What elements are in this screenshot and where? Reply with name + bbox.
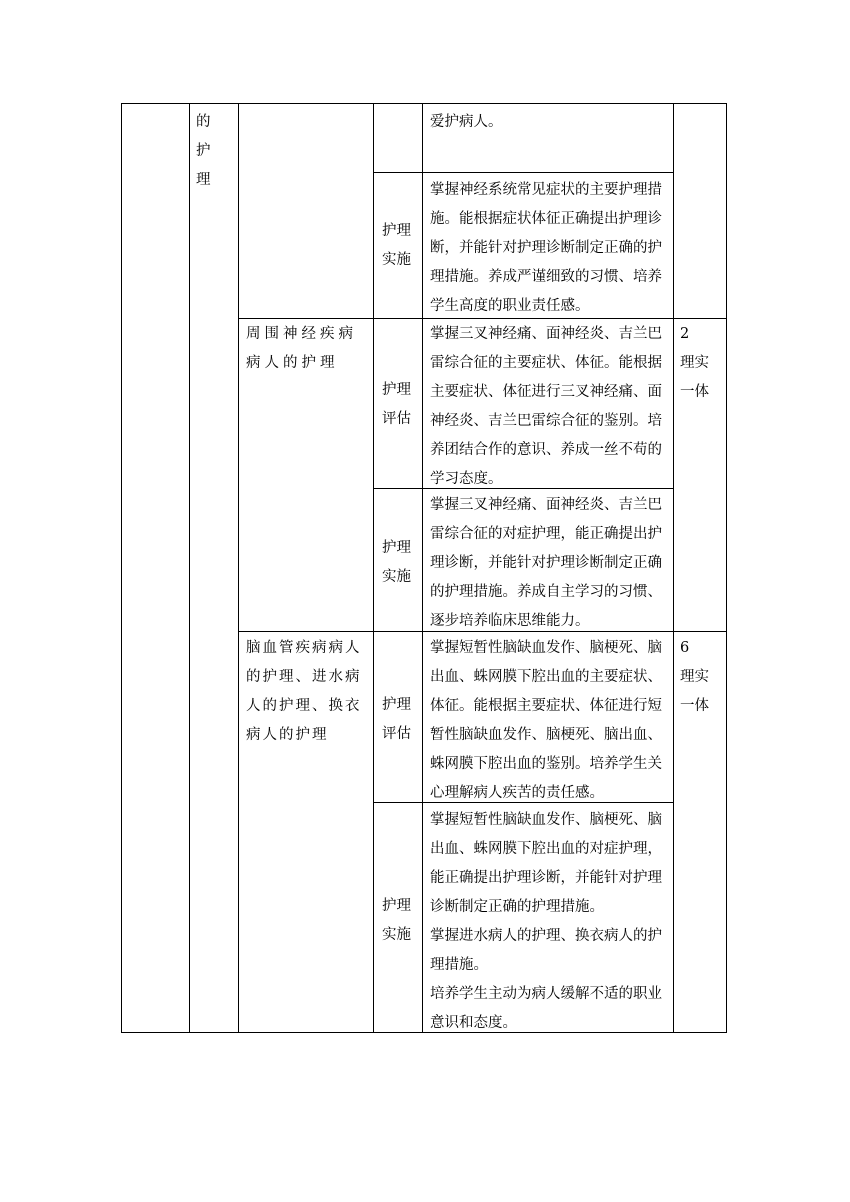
disease-label: 脑血管疾病病人的护理、进水病人的护理、换衣病人的护理 — [246, 640, 362, 743]
content-text: 掌握短暂性脑缺血发作、脑梗死、脑出血、蛛网膜下腔出血的主要症状、体征。能根据主要症状、体征进行短暂性脑缺血发作、脑梗死、脑出血、蛛网膜下腔出血的鉴别。培养学生关心理解病人疾苦的责任感。 — [430, 640, 662, 801]
disease-label: 周围神经疾病病人的护理 — [246, 326, 357, 371]
hours-value: 2 — [680, 326, 690, 342]
course-module-label: 的护理 — [196, 114, 217, 188]
content-cell — [430, 108, 668, 137]
teaching-form: 理实一体 — [680, 355, 709, 400]
method-label: 护理评估 — [382, 382, 411, 427]
hours-value: 6 — [680, 640, 690, 656]
content-cell — [430, 320, 668, 494]
content-text: 掌握进水病人的护理、换衣病人的护理措施。 — [430, 928, 662, 973]
table-border-top — [121, 103, 727, 104]
column-divider — [422, 103, 423, 1033]
content-text: 爱护病人。 — [430, 114, 503, 130]
row-divider — [373, 172, 673, 173]
column-divider — [673, 103, 674, 1033]
method-label: 护理实施 — [382, 223, 411, 268]
table-border-right — [726, 103, 727, 1033]
table-border-left — [121, 103, 122, 1033]
column-divider — [238, 103, 239, 1033]
content-cell — [430, 634, 668, 808]
content-cell — [430, 176, 668, 321]
content-cell — [430, 806, 668, 1038]
column-divider — [189, 103, 190, 1033]
content-text: 掌握三叉神经痛、面神经炎、吉兰巴雷综合征的主要症状、体征。能根据主要症状、体征进行三叉神经痛、面神经炎、吉兰巴雷综合征的鉴别。培养团结合作的意识、养成一丝不苟的学习态度。 — [430, 326, 662, 487]
content-text: 掌握短暂性脑缺血发作、脑梗死、脑出血、蛛网膜下腔出血的对症护理，能正确提出护理诊断，并能针对护理诊断制定正确的护理措施。 — [430, 812, 662, 915]
content-text: 掌握三叉神经痛、面神经炎、吉兰巴雷综合征的对症护理，能正确提出护理诊断，并能针对护理诊断制定正确的护理措施。养成自主学习的习惯、逐步培养临床思维能力。 — [430, 497, 662, 629]
column-divider — [373, 103, 374, 1033]
method-label: 护理评估 — [382, 697, 411, 742]
teaching-form: 理实一体 — [680, 669, 709, 714]
content-text: 掌握神经系统常见症状的主要护理措施。能根据症状体征正确提出护理诊断，并能针对护理诊断制定正确的护理措施。养成严谨细致的习惯、培养学生高度的职业责任感。 — [430, 182, 662, 314]
content-text: 培养学生主动为病人缓解不适的职业意识和态度。 — [430, 986, 662, 1031]
method-label: 护理实施 — [382, 540, 411, 585]
content-cell — [430, 491, 668, 636]
method-label: 护理实施 — [382, 898, 411, 943]
